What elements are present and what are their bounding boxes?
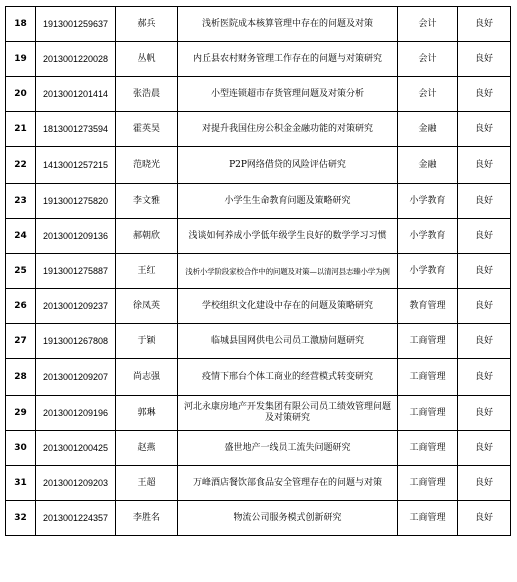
row-number-cell: 22 [6, 147, 36, 184]
thesis-title-cell: 内丘县农村财务管理工作存在的问题与对策研究 [178, 42, 398, 77]
thesis-title-cell: 浅析医院成本核算管理中存在的问题及对策 [178, 7, 398, 42]
row-number-cell: 25 [6, 254, 36, 289]
thesis-title-cell: 小学生生命教育问题及策略研究 [178, 184, 398, 219]
thesis-title-cell: 疫情下邢台个体工商业的经营模式转变研究 [178, 359, 398, 396]
grade-cell: 良好 [458, 184, 511, 219]
major-cell: 小学教育 [398, 254, 458, 289]
grade-cell: 良好 [458, 7, 511, 42]
row-number-cell: 32 [6, 501, 36, 536]
table-row [6, 289, 511, 324]
table-row [6, 219, 511, 254]
major-cell: 工商管理 [398, 396, 458, 431]
major-cell: 会计 [398, 7, 458, 42]
student-name-cell: 张浩晨 [116, 77, 178, 112]
student-id-cell: 2013001209203 [36, 466, 116, 501]
thesis-title-cell: 对提升我国住房公积金金融功能的对策研究 [178, 112, 398, 147]
major-cell: 金融 [398, 147, 458, 184]
thesis-title-cell: 学校组织文化建设中存在的问题及策略研究 [178, 289, 398, 324]
table-row [6, 501, 511, 536]
grade-cell: 良好 [458, 396, 511, 431]
row-number-cell: 23 [6, 184, 36, 219]
table-row [6, 7, 511, 42]
major-cell: 工商管理 [398, 359, 458, 396]
student-name-cell: 霍英昊 [116, 112, 178, 147]
table-row [6, 112, 511, 147]
student-name-cell: 丛帆 [116, 42, 178, 77]
major-cell: 教育管理 [398, 289, 458, 324]
major-cell: 会计 [398, 77, 458, 112]
grade-cell: 良好 [458, 77, 511, 112]
table-row [6, 254, 511, 289]
table-row [6, 396, 511, 431]
major-cell: 小学教育 [398, 184, 458, 219]
thesis-title-cell: 临城县国网供电公司员工激励问题研究 [178, 324, 398, 359]
grade-cell: 良好 [458, 289, 511, 324]
table-row [6, 324, 511, 359]
student-id-cell: 1813001273594 [36, 112, 116, 147]
thesis-title-cell: 浅谈如何养成小学低年级学生良好的数学学习习惯 [178, 219, 398, 254]
thesis-title-cell: 盛世地产一线员工流失问题研究 [178, 431, 398, 466]
student-id-cell: 2013001209207 [36, 359, 116, 396]
major-cell: 工商管理 [398, 466, 458, 501]
grade-cell: 良好 [458, 147, 511, 184]
major-cell: 工商管理 [398, 324, 458, 359]
thesis-title-cell: 物流公司服务模式创新研究 [178, 501, 398, 536]
student-id-cell: 2013001209237 [36, 289, 116, 324]
table-row [6, 466, 511, 501]
student-id-cell: 1913001267808 [36, 324, 116, 359]
student-name-cell: 于颖 [116, 324, 178, 359]
grade-cell: 良好 [458, 324, 511, 359]
row-number-cell: 21 [6, 112, 36, 147]
row-number-cell: 19 [6, 42, 36, 77]
row-number-cell: 18 [6, 7, 36, 42]
student-name-cell: 王超 [116, 466, 178, 501]
grade-cell: 良好 [458, 501, 511, 536]
grade-cell: 良好 [458, 466, 511, 501]
student-name-cell: 王红 [116, 254, 178, 289]
student-name-cell: 赵燕 [116, 431, 178, 466]
thesis-results-table [5, 6, 511, 536]
grade-cell: 良好 [458, 219, 511, 254]
student-id-cell: 1413001257215 [36, 147, 116, 184]
grade-cell: 良好 [458, 431, 511, 466]
grade-cell: 良好 [458, 112, 511, 147]
student-id-cell: 1913001275887 [36, 254, 116, 289]
thesis-title-cell: 小型连锁超市存货管理问题及对策分析 [178, 77, 398, 112]
student-name-cell: 李胜名 [116, 501, 178, 536]
grade-cell: 良好 [458, 359, 511, 396]
row-number-cell: 31 [6, 466, 36, 501]
student-name-cell: 范晓光 [116, 147, 178, 184]
table-row [6, 184, 511, 219]
student-name-cell: 李文雅 [116, 184, 178, 219]
student-name-cell: 尚志强 [116, 359, 178, 396]
student-id-cell: 2013001201414 [36, 77, 116, 112]
row-number-cell: 20 [6, 77, 36, 112]
table-row [6, 42, 511, 77]
student-name-cell: 徐凤英 [116, 289, 178, 324]
table-row [6, 147, 511, 184]
row-number-cell: 30 [6, 431, 36, 466]
major-cell: 工商管理 [398, 431, 458, 466]
major-cell: 会计 [398, 42, 458, 77]
student-name-cell: 郝兵 [116, 7, 178, 42]
student-id-cell: 2013001224357 [36, 501, 116, 536]
grade-cell: 良好 [458, 254, 511, 289]
table-row [6, 77, 511, 112]
table-row [6, 359, 511, 396]
student-id-cell: 2013001220028 [36, 42, 116, 77]
major-cell: 小学教育 [398, 219, 458, 254]
student-id-cell: 1913001259637 [36, 7, 116, 42]
student-id-cell: 1913001275820 [36, 184, 116, 219]
major-cell: 金融 [398, 112, 458, 147]
row-number-cell: 29 [6, 396, 36, 431]
row-number-cell: 27 [6, 324, 36, 359]
student-id-cell: 2013001200425 [36, 431, 116, 466]
table-row [6, 431, 511, 466]
row-number-cell: 28 [6, 359, 36, 396]
major-cell: 工商管理 [398, 501, 458, 536]
student-id-cell: 2013001209196 [36, 396, 116, 431]
student-name-cell: 郝朝欣 [116, 219, 178, 254]
thesis-title-cell: 万峰酒店餐饮部食品安全管理存在的问题与对策 [178, 466, 398, 501]
thesis-title-cell: P2P网络借贷的风险评估研究 [178, 147, 398, 184]
thesis-title-cell: 河北永康房地产开发集团有限公司员工绩效管理问题及对策研究 [178, 396, 398, 431]
student-name-cell: 郭琳 [116, 396, 178, 431]
thesis-title-cell: 浅析小学阶段家校合作中的问题及对策—以清河县志臻小学为例 [178, 254, 398, 289]
row-number-cell: 26 [6, 289, 36, 324]
row-number-cell: 24 [6, 219, 36, 254]
grade-cell: 良好 [458, 42, 511, 77]
student-id-cell: 2013001209136 [36, 219, 116, 254]
